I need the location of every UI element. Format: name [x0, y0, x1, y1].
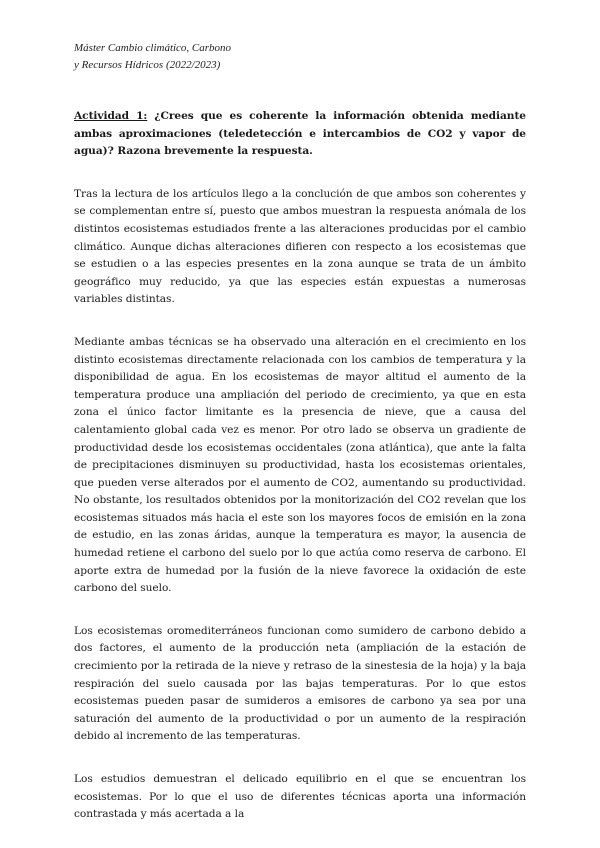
- paragraph-4: Los estudios demuestran el delicado equilibrio en el que se encuentran los ecosistemas. Por lo que el uso de diferentes técnicas aporta una información contrastada y más acertada a la: [74, 773, 526, 821]
- paragraph-1: Tras la lectura de los artículos llego a la conclución de que ambos son coherentes y se complementan entre sí, puesto que ambos muestran la respuesta anómala de los distintos ecosistemas estudiados frente a las alteraciones producidas por el cambio climático. Aunque dichas alteraciones difieren con respecto a los ecosistemas que se estudien o a las especies presentes en la zona aunque se trata de un ámbito geográfico muy reducido, ya que las especies están expuestas a numerosas variables distintas.: [74, 187, 526, 306]
- activity-question-text: ¿Crees que es coherente la información obtenida mediante ambas aproximaciones (teledetección e intercambios de CO2 y vapor de agua)? Razona brevemente la respuesta.: [74, 110, 526, 158]
- activity-label: Actividad 1:: [74, 110, 148, 122]
- document-header: [74, 40, 231, 74]
- paragraph-3: Los ecosistemas oromediterráneos funcionan como sumidero de carbono debido a dos factores, el aumento de la producción neta (ampliación de la estación de crecimiento por la retirada de la nieve y retraso de la sinestesia de la hoja) y la baja respiración del suelo causada por las bajas temperaturas. Por lo que estos ecosistemas pueden pasar de sumideros a emisores de carbono ya sea por una saturación del aumento de la productividad o por un aumento de la respiración debido al incremento de las temperaturas.: [74, 624, 526, 743]
- activity-question: [74, 108, 526, 161]
- document-body: [74, 108, 526, 824]
- header-line-1: Máster Cambio climático, Carbono: [74, 42, 232, 54]
- paragraph-2: Mediante ambas técnicas se ha observado una alteración en el crecimiento en los distinto ecosistemas directamente relacionada con los cambios de temperatura y la disponibilidad de agua. En los ecosistemas de mayor altitud el aumento de la temperatura produce una ampliación del periodo de crecimiento, ya que en esta zona el único factor limitante es la presencia de nieve, que a causa del calentamiento global cada vez es menor. Por otro lado se observa un gradiente de productividad desde los ecosistemas occidentales (zona atlántica), que ante la falta de precipitaciones disminuyen su productividad, hasta los ecosistemas orientales, que pueden verse alterados por el aumento de CO2, aumentando su productividad. No obstante, los resultados obtenidos por la monitorización del CO2 revelan que los ecosistemas situados más hacia el este son los mayores focos de emisión en la zona de estudio, en las zonas áridas, aunque la temperatura es mayor, la ausencia de humedad retiene el carbono del suelo por lo que actúa como reserva de carbono. El aporte extra de humedad por la fusión de la nieve favorece la oxidación de este carbono del suelo.: [74, 335, 526, 595]
- header-line-2: y Recursos Hídricos (2022/2023): [74, 59, 221, 71]
